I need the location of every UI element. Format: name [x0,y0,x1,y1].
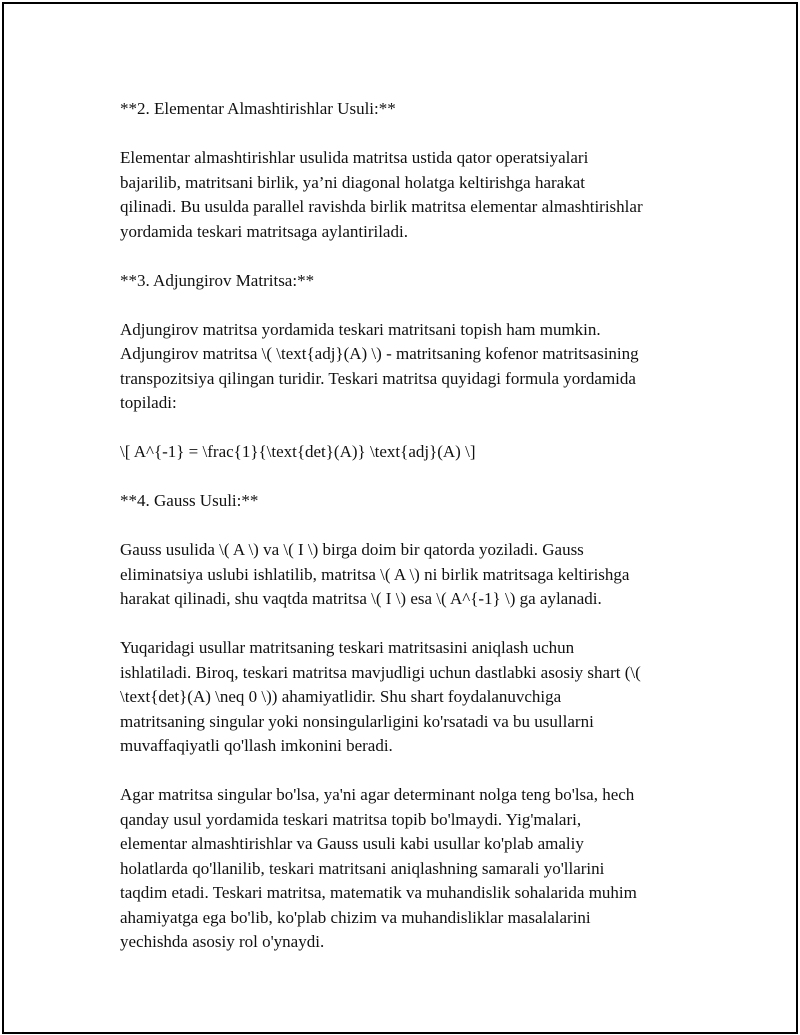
paragraph-gauss-usuli: Gauss usulida \( A \) va \( I \) birga doim bir qatorda yoziladi. Gauss eliminatsiya uslubi ishlatilib, matritsa \( A \) ni birlik matritsaga keltirishga harakat qilinadi, shu vaqtda matritsa \( I \) esa \( A^{-1} \) ga aylanadi. [120,540,630,608]
document-body [120,97,700,979]
heading-elementar-almashtirishlar: **2. Elementar Almashtirishlar Usuli:** [120,99,396,118]
paragraph-adjungirov-matritsa: Adjungirov matritsa yordamida teskari matritsani topish ham mumkin. Adjungirov matritsa \( \text{adj}(A) \) - matritsaning kofenor matritsasining transpozitsiya qilingan turidir. Teskari matritsa quyidagi formula yordamida topiladi: [120,319,639,412]
document-page [2,2,798,1034]
heading-adjungirov-matritsa: **3. Adjungirov Matritsa:** [120,270,315,290]
formula-inverse-matrix: \[ A^{-1} = \frac{1}{\text{det}(A)} \text{adj}(A) \] [120,442,476,461]
paragraph-elementar-almashtirishlar: Elementar almashtirishlar usulida matritsa ustida qator operatsiyalari bajarilib, matritsani birlik, ya’ni diagonal holatga keltirishga harakat qilinadi. Bu usulda parallel ravishda birlik matritsa elementar almashtirishlar yordamida teskari matritsaga aylantiriladi. [120,148,643,241]
paragraph-conclusion: Agar matritsa singular bo'lsa, ya'ni agar determinant nolga teng bo'lsa, hech qanday usul yordamida teskari matritsa topib bo'lmaydi. Yig'malari, elementar almashtirishlar va Gauss usuli kabi usullar ko'plab amaliy holatlarda qo'llanilib, teskari matritsani aniqlashning samarali yo'llarini taqdim etadi. Teskari matritsa, matematik va muhandislik sohalarida muhim ahamiyatga ega bo'lib, ko'plab chizim va muhandisliklar masalalarini yechishda asosiy rol o'ynaydi. [120,785,637,951]
heading-gauss-usuli: **4. Gauss Usuli:** [120,491,259,510]
paragraph-usullar-summary: Yuqaridagi usullar matritsaning teskari matritsasini aniqlash uchun ishlatiladi. Biroq, teskari matritsa mavjudligi uchun dastlabki asosiy shart (\( \text{det}(A) \neq 0 \)) ahamiyatlidir. Shu shart foydalanuvchiga matritsaning singular yoki nonsingularligini ko'rsatadi va bu usullarni muvaffaqiyatli qo'llash imkonini beradi. [120,638,641,755]
